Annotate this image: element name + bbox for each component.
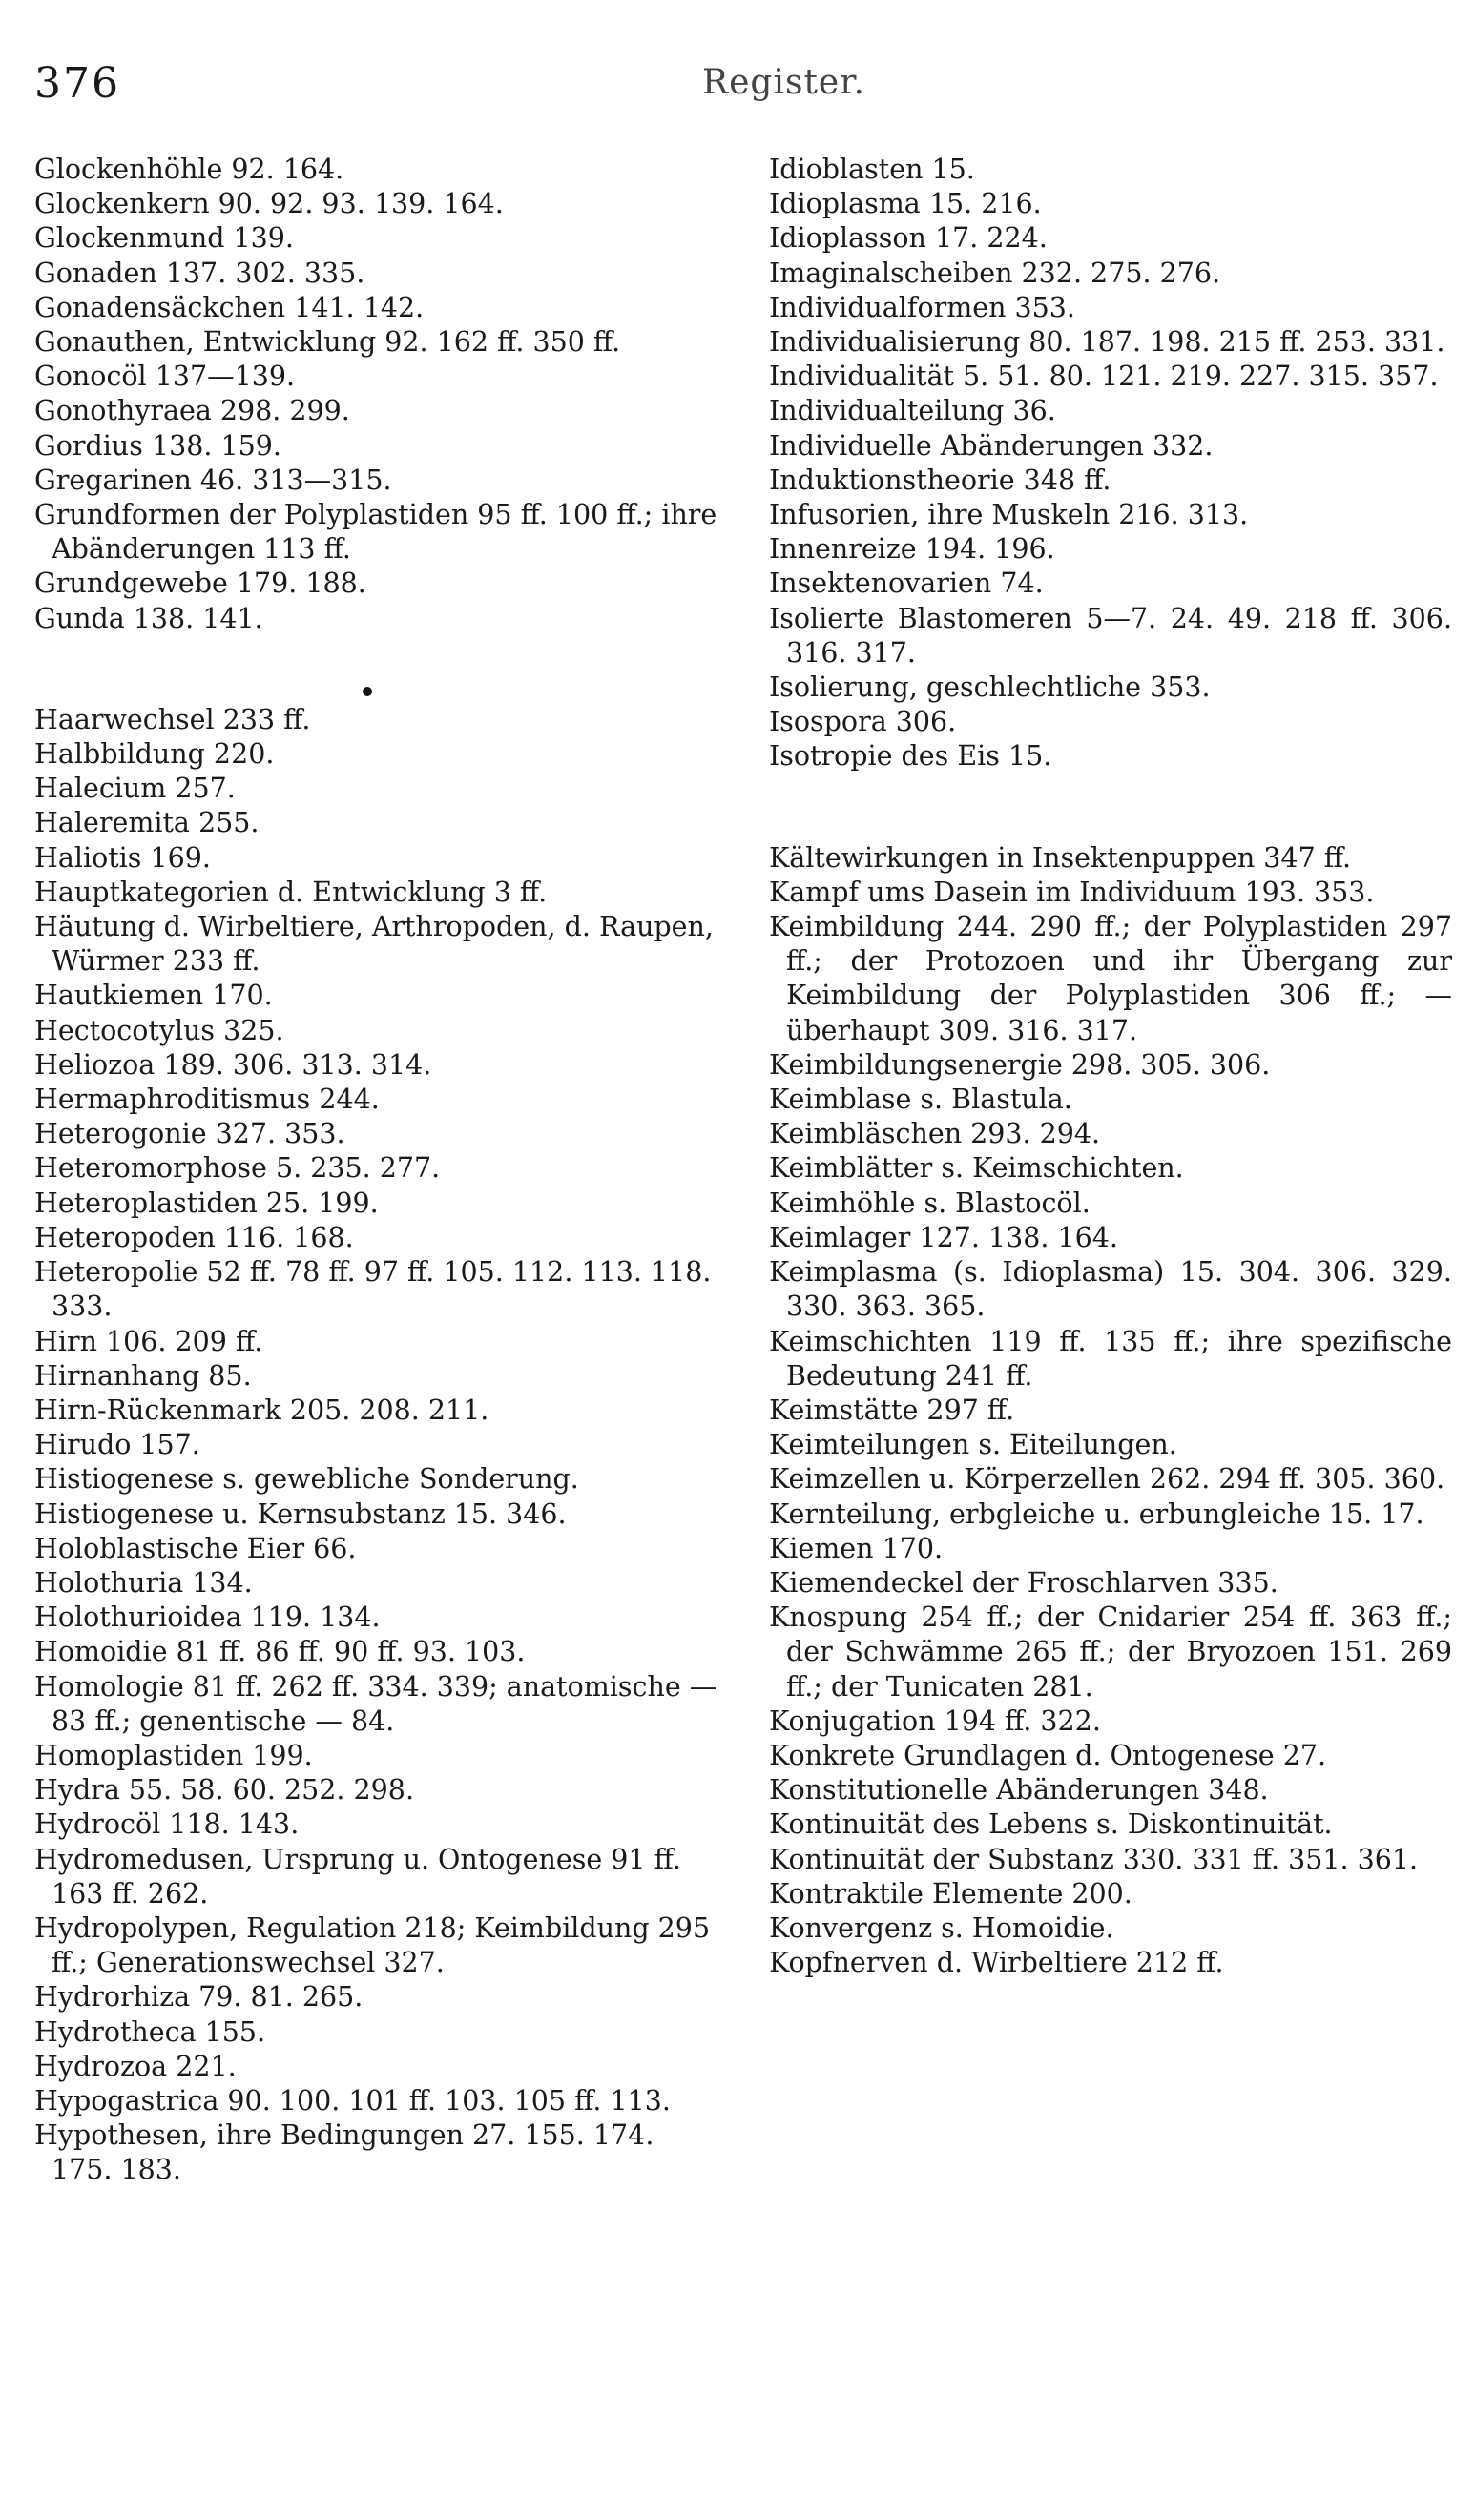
- letter-section-gap: [769, 775, 1452, 841]
- index-entry: Individualteilung 36.: [769, 395, 1056, 427]
- index-entry: Hirnanhang 85.: [34, 1359, 252, 1392]
- index-entry: Keimblätter s. Keimschichten.: [769, 1152, 1184, 1185]
- index-entry: Keimbläschen 293. 294.: [769, 1118, 1101, 1150]
- index-entry: Histiogenese u. Kernsubstanz 15. 346.: [34, 1498, 567, 1530]
- index-entry: Halecium 257.: [34, 773, 236, 805]
- index-entry: Hautkiemen 170.: [34, 980, 273, 1012]
- page-number: 376: [34, 59, 120, 108]
- index-entry: Gonocöl 137—139.: [34, 361, 296, 393]
- index-entry: Konjugation 194 ff. 322.: [769, 1704, 1101, 1737]
- index-entry: Halbbildung 220.: [34, 738, 275, 771]
- index-entry: Haarwechsel 233 ff.: [34, 703, 311, 735]
- index-entry: Keimlager 127. 138. 164.: [769, 1221, 1118, 1253]
- index-entry: Hydropolypen, Regulation 218; Keimbildung 295 ff.; Generationswechsel 327.: [34, 1911, 711, 1979]
- index-entry: Gonothyraea 298. 299.: [34, 395, 350, 427]
- index-entry: Häutung d. Wirbeltiere, Arthropoden, d. Raupen, Würmer 233 ff.: [34, 911, 714, 978]
- index-entry: Gonauthen, Entwicklung 92. 162 ff. 350 ff.: [34, 326, 621, 359]
- index-entry: Holothurioidea 119. 134.: [34, 1601, 381, 1634]
- index-entry: Hydrotheca 155.: [34, 2015, 266, 2048]
- index-entry: Keimzellen u. Körperzellen 262. 294 ff. 305. 360.: [769, 1463, 1445, 1496]
- index-entry: Hermaphroditismus 244.: [34, 1084, 380, 1116]
- index-entry: Gonadensäckchen 141. 142.: [34, 291, 425, 323]
- index-entry: Grundgewebe 179. 188.: [34, 568, 366, 600]
- index-entry: Individualität 5. 51. 80. 121. 219. 227. 315. 357.: [769, 361, 1439, 393]
- index-entry: Keimbildung 244. 290 ff.; der Polyplastiden 297 ff.; der Protozoen und ihr Übergang zur Keimbildung der Polyplastiden 306 ff.; — überhaupt 309. 316. 317.: [769, 911, 1452, 1046]
- index-entry: Grundformen der Polyplastiden 95 ff. 100 ff.; ihre Abänderungen 113 ff.: [34, 499, 717, 566]
- index-entry: Holoblastische Eier 66.: [34, 1532, 357, 1564]
- index-entry: Konstitutionelle Abänderungen 348.: [769, 1774, 1269, 1807]
- index-entry: Kontraktile Elemente 200.: [769, 1877, 1132, 1910]
- index-entry: Hydrorhiza 79. 81. 265.: [34, 1981, 364, 2014]
- index-entry: Individualformen 353.: [769, 291, 1075, 323]
- index-entry: Gregarinen 46. 313—315.: [34, 464, 392, 496]
- index-entry: Isolierte Blastomeren 5—7. 24. 49. 218 ff. 306. 316. 317.: [769, 602, 1452, 669]
- index-entry: Imaginalscheiben 232. 275. 276.: [769, 257, 1221, 289]
- letter-section-gap: [34, 636, 721, 703]
- index-entry: Kernteilung, erbgleiche u. erbungleiche 15. 17.: [769, 1498, 1424, 1530]
- page-header: [34, 59, 1441, 116]
- index-entry: Gunda 138. 141.: [34, 602, 263, 634]
- index-entry: Infusorien, ihre Muskeln 216. 313.: [769, 499, 1249, 531]
- index-entry: Glockenmund 139.: [34, 222, 294, 255]
- index-entry: Haleremita 255.: [34, 807, 260, 839]
- index-entry: Hydra 55. 58. 60. 252. 298.: [34, 1774, 414, 1807]
- index-entry: Haliotis 169.: [34, 841, 211, 874]
- index-entry: Kontinuität der Substanz 330. 331 ff. 351. 361.: [769, 1843, 1419, 1875]
- index-entry: Hydrocöl 118. 143.: [34, 1808, 300, 1841]
- index-entry: Isolierung, geschlechtliche 353.: [769, 671, 1211, 704]
- index-entry: Hirudo 157.: [34, 1429, 200, 1461]
- index-entry: Idioplasson 17. 224.: [769, 222, 1048, 255]
- index-entry: Isotropie des Eis 15.: [769, 740, 1052, 773]
- index-entry: Individuelle Abänderungen 332.: [769, 429, 1214, 462]
- index-entry: Induktionstheorie 348 ff.: [769, 464, 1111, 496]
- index-entry: Keimplasma (s. Idioplasma) 15. 304. 306. 329. 330. 363. 365.: [769, 1256, 1452, 1323]
- index-entry: Hauptkategorien d. Entwicklung 3 ff.: [34, 876, 548, 908]
- running-head: Register.: [702, 63, 865, 102]
- index-entry: Holothuria 134.: [34, 1566, 253, 1599]
- index-entry: Kiemendeckel der Froschlarven 335.: [769, 1566, 1278, 1599]
- index-entry: Hirn 106. 209 ff.: [34, 1325, 263, 1357]
- index-entry: Hirn-Rückenmark 205. 208. 211.: [34, 1394, 489, 1426]
- index-entry: Keimbildungsenergie 298. 305. 306.: [769, 1048, 1271, 1081]
- section-dot: [363, 687, 372, 696]
- index-entry: Kontinuität des Lebens s. Diskontinuität.: [769, 1808, 1333, 1841]
- index-entry: Insektenovarien 74.: [769, 568, 1044, 600]
- index-entry: Kältewirkungen in Insektenpuppen 347 ff.: [769, 841, 1352, 874]
- index-entry: Heteropoden 116. 168.: [34, 1221, 354, 1253]
- index-entry: Hectocotylus 325.: [34, 1014, 284, 1046]
- index-entry: Gonaden 137. 302. 335.: [34, 257, 365, 289]
- index-entry: Gordius 138. 159.: [34, 429, 281, 462]
- index-entry: Kampf ums Dasein im Individuum 193. 353.: [769, 876, 1375, 908]
- index-entry: Heteromorphose 5. 235. 277.: [34, 1152, 441, 1185]
- index-entry: Heteropolie 52 ff. 78 ff. 97 ff. 105. 112. 113. 118. 333.: [34, 1256, 712, 1323]
- index-entry: Keimteilungen s. Eiteilungen.: [769, 1429, 1177, 1461]
- index-entry: Idioblasten 15.: [769, 154, 975, 185]
- index-entry: Heteroplastiden 25. 199.: [34, 1187, 379, 1219]
- index-column-left: [34, 153, 721, 2188]
- index-entry: Homologie 81 ff. 262 ff. 334. 339; anatomische — 83 ff.; genentische — 84.: [34, 1670, 717, 1737]
- index-entry: Knospung 254 ff.; der Cnidarier 254 ff. 363 ff.; der Schwämme 265 ff.; der Bryozoen 151. 269 ff.; der Tunicaten 281.: [769, 1601, 1452, 1703]
- index-entry: Individualisierung 80. 187. 198. 215 ff. 253. 331.: [769, 326, 1445, 359]
- index-entry: Glockenhöhle 92. 164.: [34, 154, 344, 185]
- index-entry: Konvergenz s. Homoidie.: [769, 1911, 1114, 1944]
- index-entry: Keimblase s. Blastula.: [769, 1084, 1072, 1116]
- index-entry: Hydrozoa 221.: [34, 2050, 237, 2082]
- index-entry: Histiogenese s. gewebliche Sonderung.: [34, 1463, 579, 1496]
- index-entry: Glockenkern 90. 92. 93. 139. 164.: [34, 188, 504, 220]
- index-entry: Homoidie 81 ff. 86 ff. 90 ff. 93. 103.: [34, 1636, 526, 1668]
- index-entry: Innenreize 194. 196.: [769, 533, 1055, 566]
- index-entry: Hypothesen, ihre Bedingungen 27. 155. 174. 175. 183.: [34, 2119, 654, 2186]
- index-entry: Heterogonie 327. 353.: [34, 1118, 345, 1150]
- index-entry: Idioplasma 15. 216.: [769, 188, 1042, 220]
- index-entry: Homoplastiden 199.: [34, 1739, 313, 1771]
- index-entry: Kopfnerven d. Wirbeltiere 212 ff.: [769, 1947, 1224, 1979]
- index-entry: Keimhöhle s. Blastocöl.: [769, 1187, 1091, 1219]
- index-entry: Isospora 306.: [769, 706, 957, 738]
- index-entry: Hydromedusen, Ursprung u. Ontogenese 91 ff. 163 ff. 262.: [34, 1843, 681, 1910]
- index-entry: Keimschichten 119 ff. 135 ff.; ihre spezifische Bedeutung 241 ff.: [769, 1325, 1452, 1392]
- index-entry: Heliozoa 189. 306. 313. 314.: [34, 1048, 432, 1081]
- index-entry: Konkrete Grundlagen d. Ontogenese 27.: [769, 1739, 1327, 1771]
- index-entry: Hypogastrica 90. 100. 101 ff. 103. 105 ff. 113.: [34, 2084, 671, 2117]
- index-column-right: [769, 153, 1452, 1980]
- index-entry: Kiemen 170.: [769, 1532, 944, 1564]
- index-entry: Keimstätte 297 ff.: [769, 1394, 1015, 1426]
